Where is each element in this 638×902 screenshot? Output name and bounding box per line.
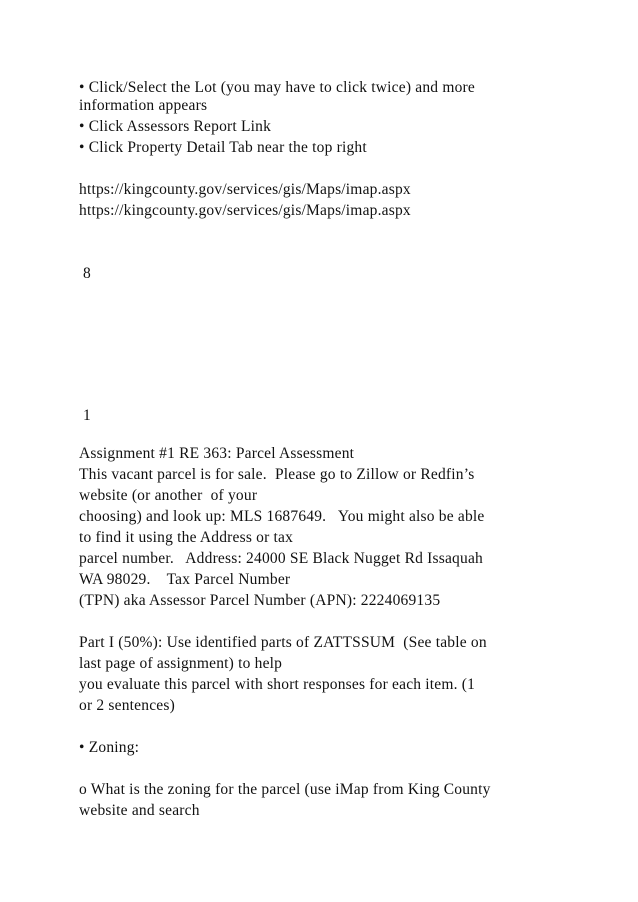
part1-line-1: Part I (50%): Use identified parts of ZATTSSUM (See table on: [79, 634, 487, 651]
intro-line-5: parcel number. Address: 24000 SE Black Nugget Rd Issaquah: [79, 550, 483, 567]
page-number-8: 8: [83, 265, 91, 282]
part1-line-2: last page of assignment) to help: [79, 655, 283, 672]
intro-line-3: choosing) and look up: MLS 1687649. You might also be able: [79, 508, 485, 525]
intro-line-6: WA 98029. Tax Parcel Number: [79, 571, 291, 588]
intro-line-7: (TPN) aka Assessor Parcel Number (APN): 2224069135: [79, 592, 441, 609]
intro-line-2: website (or another of your: [79, 487, 258, 504]
part1-line-3: you evaluate this parcel with short responses for each item. (1: [79, 676, 476, 693]
bullet-select-lot: • Click/Select the Lot (you may have to click twice) and more: [79, 79, 475, 96]
bullet-property-detail: • Click Property Detail Tab near the top right: [79, 139, 367, 156]
assignment-title: Assignment #1 RE 363: Parcel Assessment: [79, 445, 355, 462]
zoning-bullet: • Zoning:: [79, 739, 140, 756]
imap-url-2: https://kingcounty.gov/services/gis/Maps/imap.aspx: [79, 202, 411, 219]
intro-line-4: to find it using the Address or tax: [79, 529, 294, 546]
imap-url-1: https://kingcounty.gov/services/gis/Maps/imap.aspx: [79, 181, 411, 198]
intro-line-1: This vacant parcel is for sale. Please go to Zillow or Redfin’s: [79, 466, 475, 483]
bullet-select-lot-cont: information appears: [79, 97, 208, 114]
part1-line-4: or 2 sentences): [79, 697, 175, 714]
bullet-assessors-report: • Click Assessors Report Link: [79, 118, 272, 135]
page-number-1: 1: [83, 407, 91, 424]
zoning-question-1: o What is the zoning for the parcel (use iMap from King County: [79, 781, 491, 798]
zoning-question-2: website and search: [79, 802, 200, 819]
